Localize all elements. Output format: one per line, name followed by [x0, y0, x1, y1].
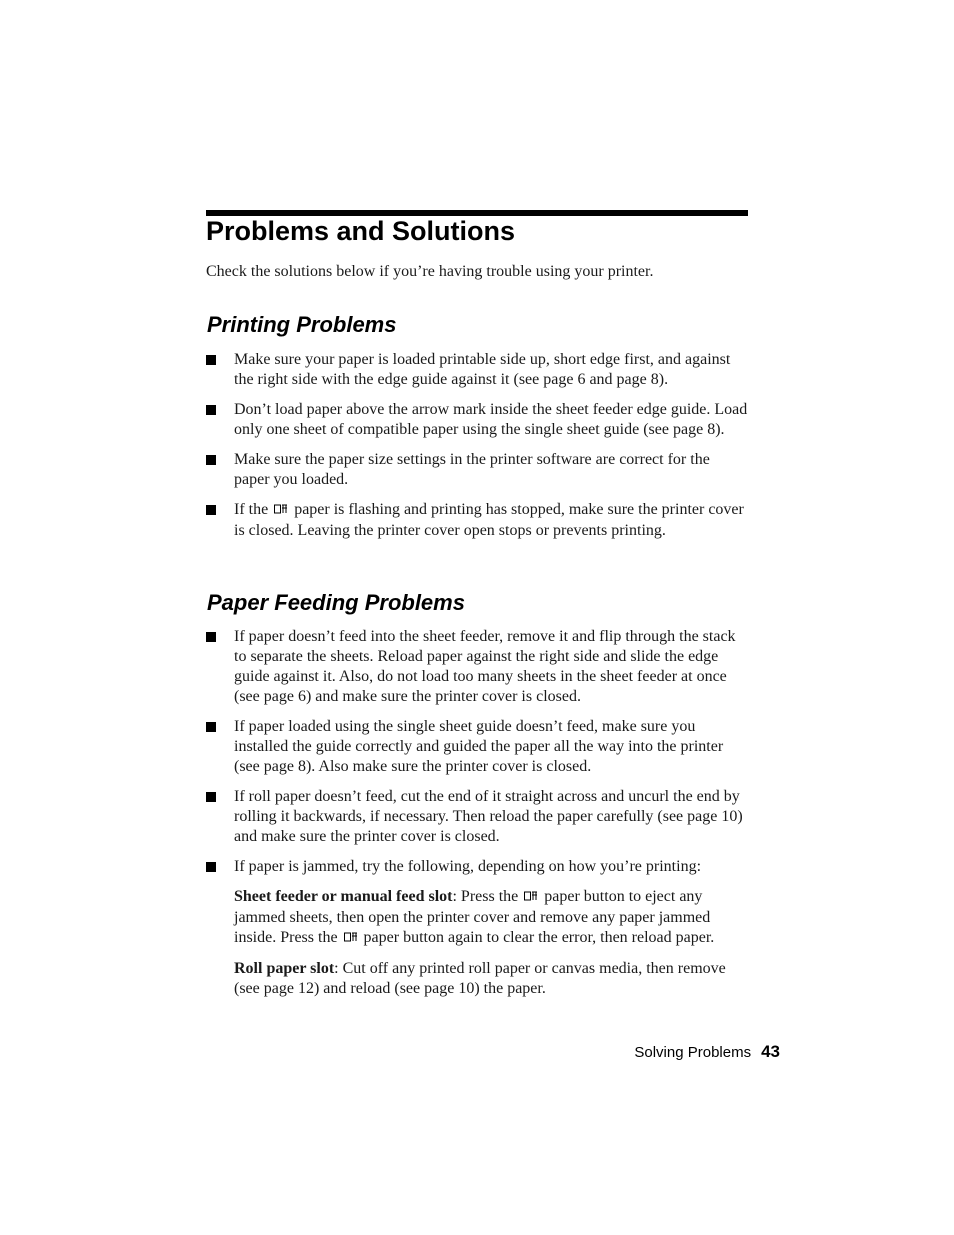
- roll-paper-label: Roll paper slot: [234, 960, 335, 977]
- bullet-square-icon: [206, 862, 216, 872]
- list-item: [206, 717, 748, 777]
- list-item-text: If paper is jammed, try the following, depending on how you’re printing:: [234, 858, 702, 875]
- section-heading-paper-feeding: Paper Feeding Problems: [207, 590, 465, 615]
- bullet-square-icon: [206, 722, 216, 732]
- paper-button-icon: [344, 929, 358, 949]
- paper-button-icon: [274, 501, 288, 521]
- list-item-text: Make sure your paper is loaded printable side up, short edge first, and against the right side with the edge guide against it (see page 6 and page 8).: [234, 351, 731, 388]
- list-item: [206, 400, 748, 440]
- bullet-square-icon: [206, 405, 216, 415]
- sheet-feeder-text-c: paper button again to clear the error, then reload paper.: [363, 929, 715, 946]
- paper-button-icon: [524, 888, 538, 908]
- bullet-square-icon: [206, 355, 216, 365]
- list-item-text: paper is flashing and printing has stopped, make sure the printer cover is closed. Leaving the printer cover open stops or prevents printing.: [234, 501, 744, 539]
- list-item: [206, 857, 748, 877]
- section-heading-printing: Printing Problems: [207, 312, 397, 337]
- sheet-feeder-instructions: [206, 887, 748, 949]
- list-item: [206, 627, 748, 707]
- sheet-feeder-text-b: paper button to eject any jammed sheets, then open the printer cover and remove any paper jammed inside. Press the: [234, 888, 711, 946]
- page-footer: [634, 1042, 780, 1062]
- list-item: [206, 500, 748, 541]
- list-item: [206, 350, 748, 390]
- bullet-square-icon: [206, 455, 216, 465]
- list-item-text: If paper doesn’t feed into the sheet feeder, remove it and flip through the stack to separate the sheets. Reload paper against the right side and slide the edge guide against it. Also, do not load too many sheets in the sheet feeder at once (see page 6) and make sure the printer cover is closed.: [234, 628, 736, 705]
- footer-section-title: Solving Problems: [634, 1044, 752, 1061]
- list-item-text: Don’t load paper above the arrow mark inside the sheet feeder edge guide. Load only one sheet of compatible paper using the single sheet guide (see page 8).: [234, 401, 748, 438]
- page-title: Problems and Solutions: [206, 216, 516, 246]
- paper-feeding-problems-list: [206, 627, 748, 1009]
- sheet-feeder-label: Sheet feeder or manual feed slot: [234, 888, 453, 905]
- printing-problems-list: [206, 350, 748, 551]
- list-item-text: If roll paper doesn’t feed, cut the end of it straight across and uncurl the end by rolling it backwards, if necessary. Then reload the paper carefully (see page 10) and make sure the printer cover is closed.: [234, 788, 743, 845]
- bullet-square-icon: [206, 632, 216, 642]
- sheet-feeder-text-a: : Press the: [452, 888, 519, 905]
- roll-paper-text: : Cut off any printed roll paper or canvas media, then remove (see page 12) and reload (see page 10) the paper.: [234, 960, 726, 997]
- bullet-square-icon: [206, 792, 216, 802]
- list-item-text: If paper loaded using the single sheet guide doesn’t feed, make sure you installed the guide correctly and guided the paper all the way into the printer (see page 8). Also make sure the printer cover is closed.: [234, 718, 724, 775]
- list-item-text: If the: [234, 501, 269, 518]
- page-number: 43: [761, 1042, 780, 1061]
- intro-text: Check the solutions below if you’re having trouble using your printer.: [206, 263, 654, 280]
- list-item: [206, 450, 748, 490]
- bullet-square-icon: [206, 505, 216, 515]
- list-item-text: Make sure the paper size settings in the printer software are correct for the paper you loaded.: [234, 451, 710, 488]
- roll-paper-instructions: [206, 959, 748, 999]
- list-item: [206, 787, 748, 847]
